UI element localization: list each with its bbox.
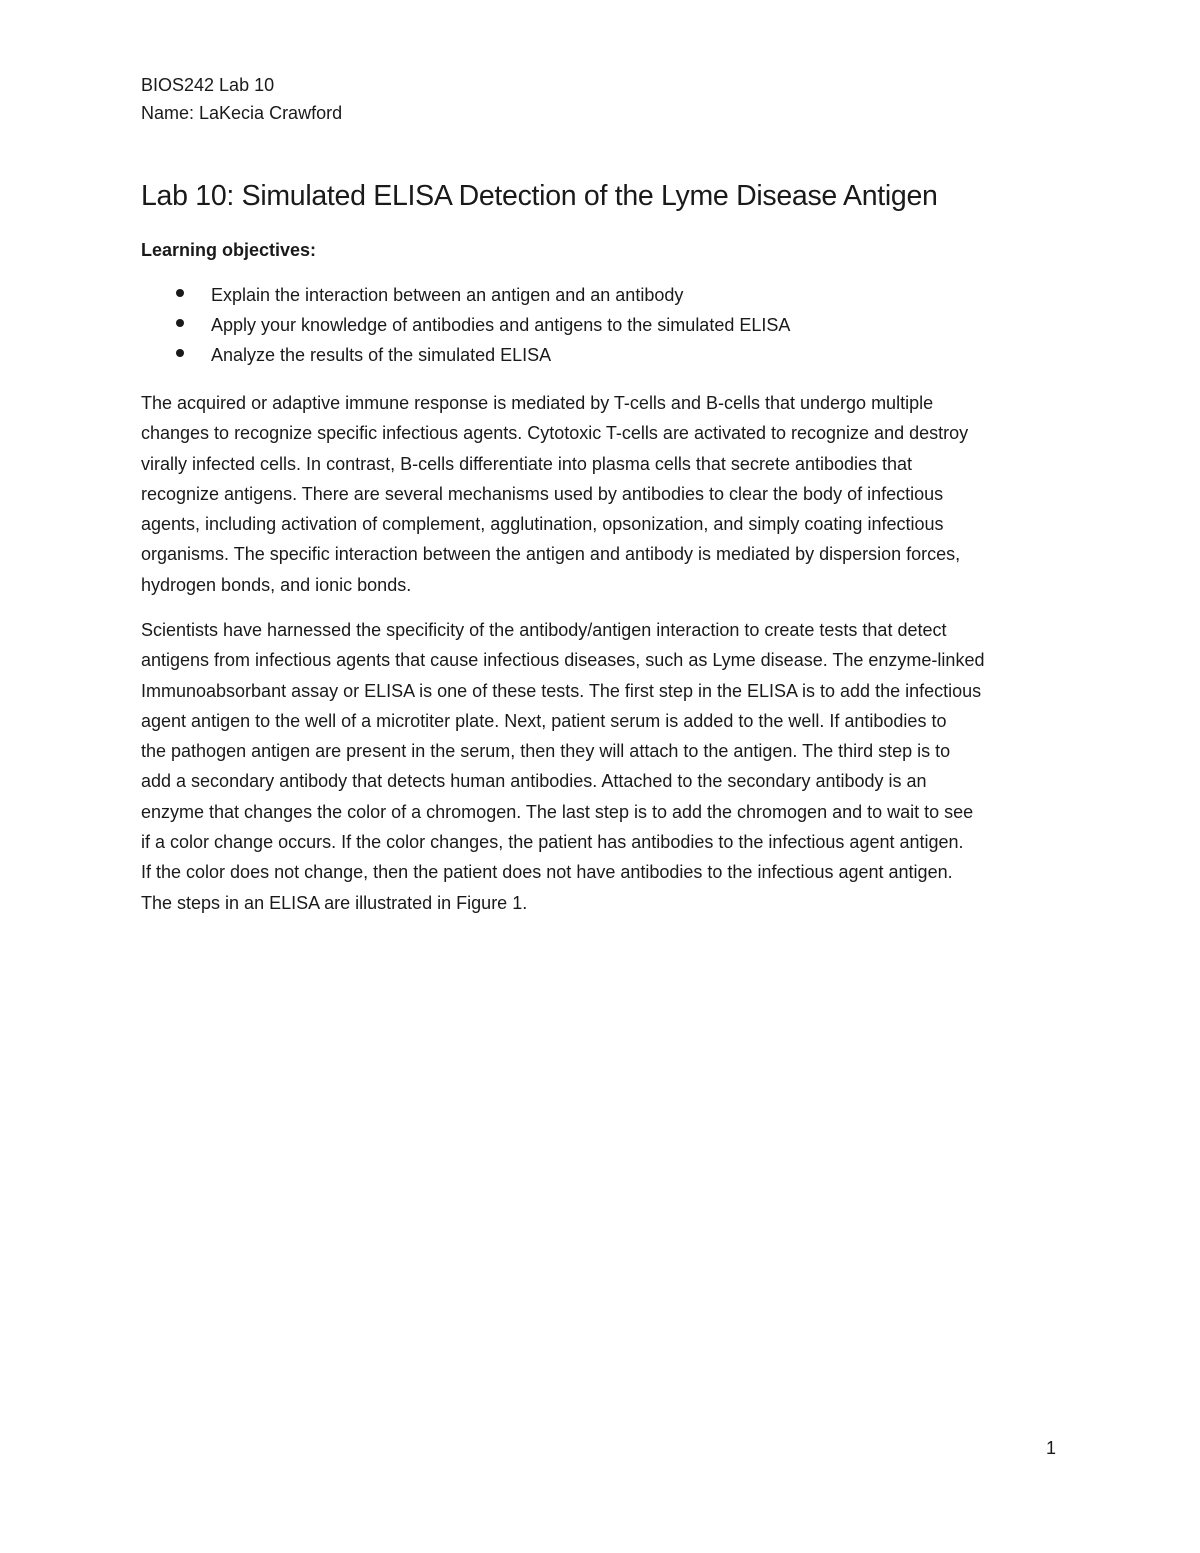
paragraph-line: The acquired or adaptive immune response is mediated by T-cells and B-cells that undergo multiple — [141, 393, 934, 413]
paragraph-line: The steps in an ELISA are illustrated in Figure 1. — [141, 892, 528, 913]
bullet-icon — [176, 289, 184, 297]
document-title: Lab 10: Simulated ELISA Detection of the Lyme Disease Antigen — [141, 180, 938, 212]
bullet-icon — [176, 349, 184, 357]
objectives-heading: Learning objectives: — [141, 240, 317, 260]
objective-text: Analyze the results of the simulated ELISA — [211, 345, 552, 365]
paragraph-line: add a secondary antibody that detects human antibodies. Attached to the secondary antibody is an — [141, 771, 927, 792]
paragraph-line: agents, including activation of complement, agglutination, opsonization, and simply coating infectious — [141, 514, 944, 535]
paragraph-line: the pathogen antigen are present in the serum, then they will attach to the antigen. The third step is to — [141, 741, 951, 762]
page-number: 1 — [1046, 1438, 1057, 1458]
paragraph-line: If the color does not change, then the patient does not have antibodies to the infectious agent antigen. — [141, 862, 953, 883]
paragraph-line: organisms. The specific interaction between the antigen and antibody is mediated by dispersion forces, — [141, 544, 961, 565]
objective-text: Explain the interaction between an antigen and an antibody — [211, 285, 684, 305]
bullet-icon — [176, 319, 184, 327]
paragraph-line: if a color change occurs. If the color changes, the patient has antibodies to the infectious agent antigen. — [141, 832, 964, 853]
intro-paragraph — [141, 392, 1061, 604]
paragraph-line: enzyme that changes the color of a chromogen. The last step is to add the chromogen and to wait to see — [141, 801, 974, 822]
paragraph-line: virally infected cells. In contrast, B-cells differentiate into plasma cells that secrete antibodies that — [141, 453, 913, 474]
paragraph-line: agent antigen to the well of a microtiter plate. Next, patient serum is added to the well. If antibodies to — [141, 710, 947, 731]
paragraph-line: antigens from infectious agents that cause infectious diseases, such as Lyme disease. The enzyme-linked — [141, 650, 985, 671]
paragraph-line: Immunoabsorbant assay or ELISA is one of these tests. The first step in the ELISA is to add the infectious — [141, 680, 982, 701]
paragraph-line: Scientists have harnessed the specificity of the antibody/antigen interaction to create tests that detect — [141, 620, 947, 640]
paragraph-line: changes to recognize specific infectious agents. Cytotoxic T-cells are activated to recognize and destroy — [141, 423, 969, 444]
paragraph-line: hydrogen bonds, and ionic bonds. — [141, 574, 412, 595]
elisa-paragraph — [141, 619, 1061, 922]
paragraph-line: recognize antigens. There are several mechanisms used by antibodies to clear the body of infectious — [141, 483, 944, 504]
course-header: BIOS242 Lab 10 — [141, 75, 275, 95]
student-name: Name: LaKecia Crawford — [141, 103, 343, 123]
objective-text: Apply your knowledge of antibodies and antigens to the simulated ELISA — [211, 315, 791, 335]
